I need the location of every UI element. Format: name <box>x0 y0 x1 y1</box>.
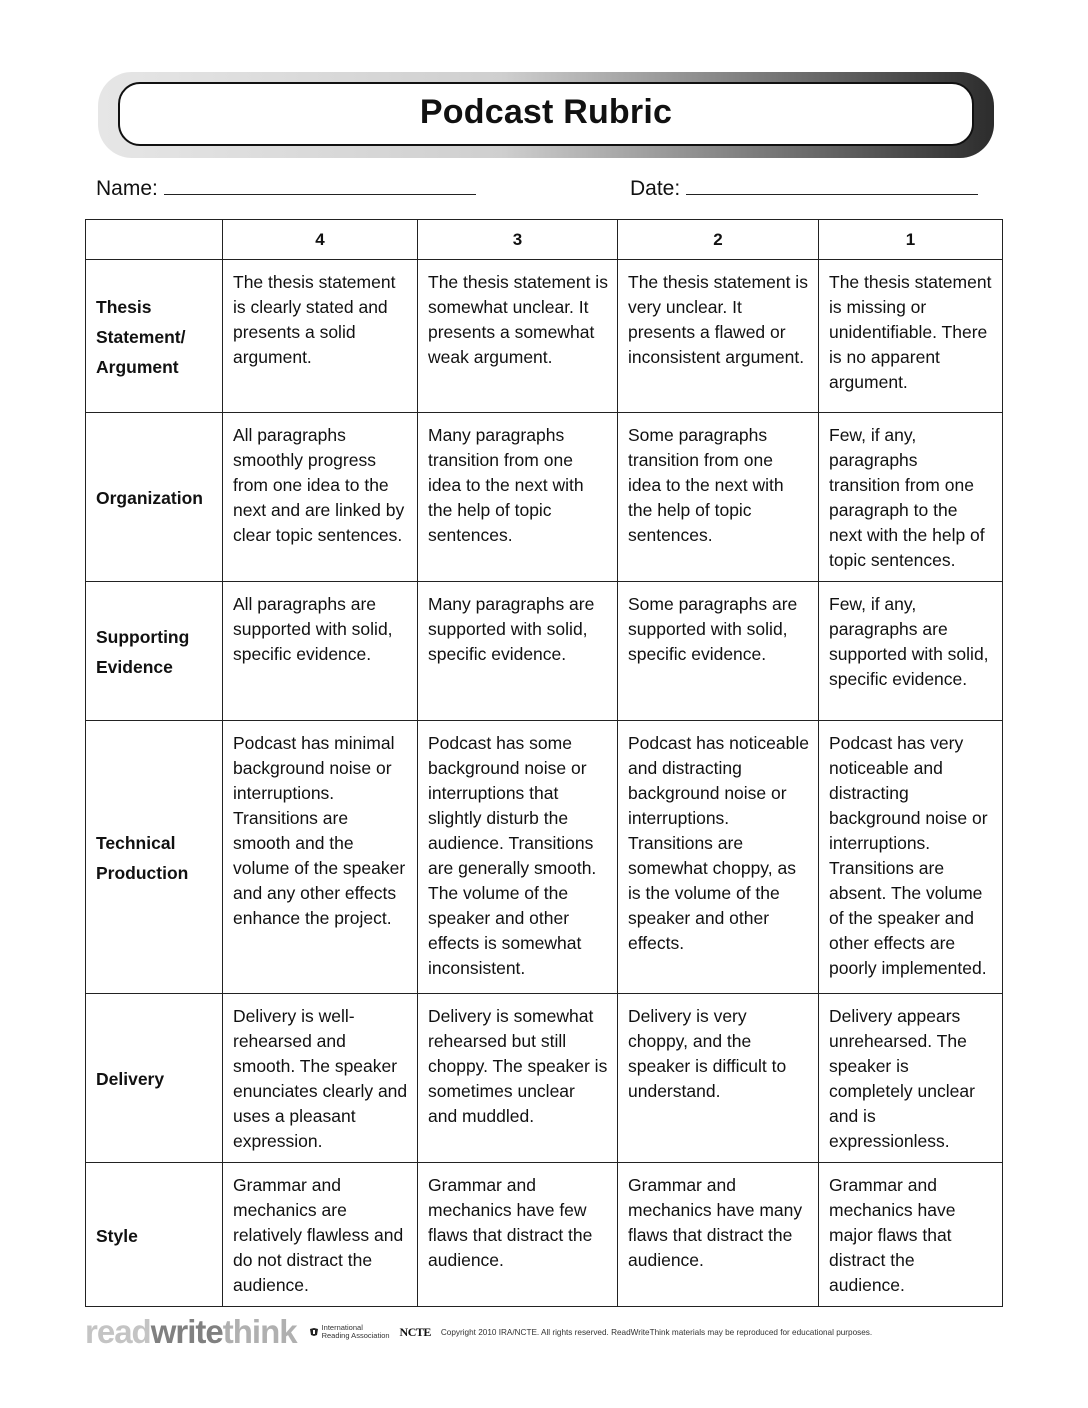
header-cell-blank <box>86 220 223 260</box>
header-cell-score-3: 3 <box>418 220 618 260</box>
page-title: Podcast Rubric <box>419 92 673 131</box>
name-blank-line <box>164 176 476 195</box>
copyright-notice: Copyright 2010 IRA/NCTE. All rights reserved. ReadWriteThink materials may be reproduced for educational purposes. <box>440 1327 873 1337</box>
logo-think-text: think <box>222 1313 297 1350</box>
ira-line-1: International <box>321 1323 363 1332</box>
criterion-label: Organization <box>86 413 223 582</box>
table-row <box>86 721 1003 994</box>
rubric-cell: Few, if any, paragraphs transition from one paragraph to the next with the help of topic sentences. <box>819 413 1003 582</box>
ira-line-2: Reading Association <box>321 1331 390 1340</box>
table-row <box>86 1163 1003 1307</box>
criterion-label: Style <box>86 1163 223 1307</box>
rubric-cell: The thesis statement is clearly stated and presents a solid argument. <box>223 260 418 413</box>
rubric-cell: Grammar and mechanics have few flaws that distract the audience. <box>418 1163 618 1307</box>
rubric-cell: The thesis statement is missing or unidentifiable. There is no apparent argument. <box>819 260 1003 413</box>
header-row <box>86 220 1003 260</box>
rubric-cell: Many paragraphs are supported with solid, specific evidence. <box>418 582 618 721</box>
rubric-cell: Podcast has noticeable and distracting background noise or interruptions. Transitions are somewhat choppy, as is the volume of the speaker and other effects. <box>618 721 819 994</box>
rubric-cell: Grammar and mechanics are relatively flawless and do not distract the audience. <box>223 1163 418 1307</box>
rubric-cell: Delivery is well-rehearsed and smooth. The speaker enunciates clearly and uses a pleasant expression. <box>223 994 418 1163</box>
rubric-cell: Some paragraphs transition from one idea to the next with the help of topic sentences. <box>618 413 819 582</box>
table-row <box>86 994 1003 1163</box>
rubric-cell: Many paragraphs transition from one idea to the next with the help of topic sentences. <box>418 413 618 582</box>
ira-emblem-icon <box>309 1327 319 1337</box>
rubric-cell: Grammar and mechanics have many flaws that distract the audience. <box>618 1163 819 1307</box>
header-cell-score-4: 4 <box>223 220 418 260</box>
rubric-cell: The thesis statement is very unclear. It presents a flawed or inconsistent argument. <box>618 260 819 413</box>
ira-logo <box>309 1324 390 1340</box>
logo-write-text: write <box>150 1313 223 1350</box>
criterion-label: Supporting Evidence <box>86 582 223 721</box>
table-row <box>86 582 1003 721</box>
table-row <box>86 260 1003 413</box>
rubric-cell: Delivery appears unrehearsed. The speaker is completely unclear and is expressionless. <box>819 994 1003 1163</box>
criterion-label: Thesis Statement/ Argument <box>86 260 223 413</box>
header-cell-score-1: 1 <box>819 220 1003 260</box>
rubric-cell: Delivery is very choppy, and the speaker is difficult to understand. <box>618 994 819 1163</box>
rubric-cell: Grammar and mechanics have major flaws that distract the audience. <box>819 1163 1003 1307</box>
header-cell-score-2: 2 <box>618 220 819 260</box>
rubric-cell: All paragraphs smoothly progress from one idea to the next and are linked by clear topic sentences. <box>223 413 418 582</box>
rubric-cell: Few, if any, paragraphs are supported with solid, specific evidence. <box>819 582 1003 721</box>
readwritethink-logo <box>85 1313 297 1351</box>
logo-read-text: read <box>85 1313 151 1350</box>
criterion-label: Delivery <box>86 994 223 1163</box>
rubric-cell: The thesis statement is somewhat unclear. It presents a somewhat weak argument. <box>418 260 618 413</box>
rubric-table <box>85 219 1003 1307</box>
table-row <box>86 413 1003 582</box>
criterion-label: Technical Production <box>86 721 223 994</box>
name-field <box>96 176 476 201</box>
date-field <box>630 176 978 201</box>
ncte-logo: NCTE <box>399 1324 431 1339</box>
rubric-cell: Podcast has very noticeable and distracting background noise or interruptions. Transitions are absent. The volume of the speaker and other effects are poorly implemented. <box>819 721 1003 994</box>
rubric-cell: Podcast has some background noise or interruptions that slightly disturb the audience. Transitions are generally smooth. The volume of the speaker and other effects is somewhat inconsistent. <box>418 721 618 994</box>
name-label: Name: <box>96 177 158 200</box>
date-label: Date: <box>630 177 681 200</box>
title-banner <box>118 82 974 146</box>
page-footer <box>85 1312 872 1352</box>
date-blank-line <box>686 176 978 195</box>
rubric-cell: Podcast has minimal background noise or interruptions. Transitions are smooth and the volume of the speaker and any other effects enhance the project. <box>223 721 418 994</box>
rubric-cell: All paragraphs are supported with solid, specific evidence. <box>223 582 418 721</box>
rubric-cell: Delivery is somewhat rehearsed but still choppy. The speaker is sometimes unclear and muddled. <box>418 994 618 1163</box>
rubric-cell: Some paragraphs are supported with solid, specific evidence. <box>618 582 819 721</box>
